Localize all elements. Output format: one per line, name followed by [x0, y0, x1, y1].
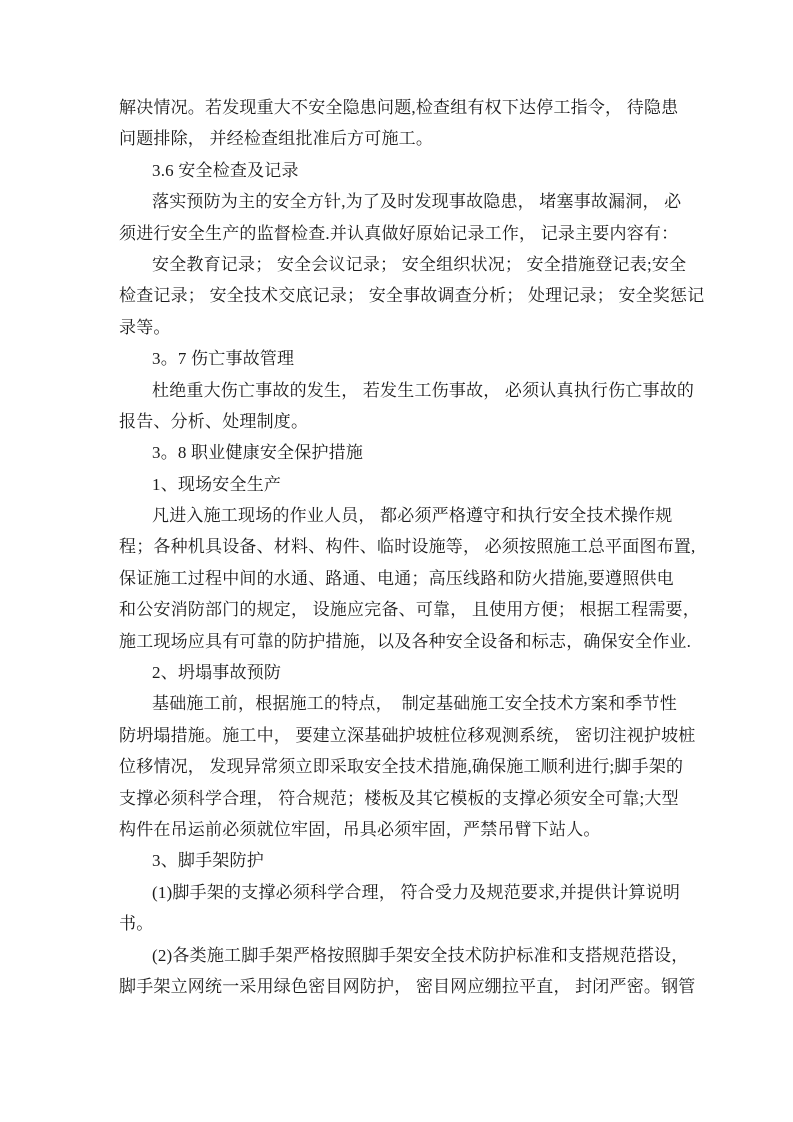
text-line: 基础施工前，根据施工的特点， 制定基础施工安全技术方案和季节性 — [152, 694, 677, 714]
text-line: 和公安消防部门的规定， 设施应完备、可靠， 且使用方便； 根据工程需要， — [119, 600, 700, 620]
text-line: 检查记录； 安全技术交底记录； 安全事故调查分析； 处理记录； 安全奖惩记 — [119, 286, 705, 306]
text-line: 报告、分析、处理制度。 — [119, 411, 309, 431]
text-line: 施工现场应具有可靠的防护措施，以及各种安全设备和标志，确保安全作业. — [119, 631, 692, 651]
text-line: 程；各种机具设备、材料、构件、临时设施等， 必须按照施工总平面图布置, — [119, 537, 696, 557]
heading-line: 3。7 伤亡事故管理 — [152, 349, 295, 369]
heading-line: 2、坍塌事故预防 — [152, 663, 282, 683]
text-line: 问题排除， 并经检查组批准后方可施工。 — [119, 129, 434, 149]
text-line: 书。 — [119, 914, 154, 934]
text-line: (2)各类施工脚手架严格按照脚手架安全技术防护标准和支搭规范搭设， — [152, 945, 689, 965]
heading-line: 3、脚手架防护 — [152, 851, 264, 871]
heading-line: 1、现场安全生产 — [152, 474, 282, 494]
text-line: 脚手架立网统一采用绿色密目网防护， 密目网应绷拉平直， 封闭严密。钢管 — [119, 976, 696, 996]
text-line: 保证施工过程中间的水通、路通、电通；高压线路和防火措施,要遵照供电 — [119, 568, 674, 588]
text-line: 构件在吊运前必须就位牢固，吊具必须牢固，严禁吊臂下站人。 — [119, 819, 601, 839]
text-line: 录等。 — [119, 317, 171, 337]
heading-line: 3.6 安全检查及记录 — [152, 160, 299, 180]
heading-line: 3。8 职业健康安全保护措施 — [152, 443, 364, 463]
text-line: (1)脚手架的支撑必须科学合理， 符合受力及规范要求,并提供计算说明 — [152, 882, 681, 902]
text-line: 支撑必须科学合理， 符合规范；楼板及其它模板的支撑必须安全可靠;大型 — [119, 788, 679, 808]
text-line: 凡进入施工现场的作业人员， 都必须严格遵守和执行安全技术操作规 — [152, 506, 673, 526]
text-line: 落实预防为主的安全方针,为了及时发现事故隐患， 堵塞事故漏洞， 必 — [152, 192, 682, 212]
document-text — [119, 92, 705, 1002]
text-line: 须进行安全生产的监督检查.并认真做好原始记录工作， 记录主要内容有： — [119, 223, 679, 243]
text-line: 安全教育记录； 安全会议记录； 安全组织状况； 安全措施登记表;安全 — [152, 254, 687, 274]
text-line: 杜绝重大伤亡事故的发生， 若发生工伤事故， 必须认真执行伤亡事故的 — [152, 380, 695, 400]
text-line: 解决情况。若发现重大不安全隐患问题,检查组有权下达停工指令， 待隐患 — [119, 98, 679, 117]
text-line: 防坍塌措施。施工中， 要建立深基础护坡桩位移观测系统， 密切注视护坡桩 — [119, 725, 696, 745]
text-line: 位移情况， 发现异常须立即采取安全技术措施,确保施工顺利进行;脚手架的 — [119, 757, 684, 777]
